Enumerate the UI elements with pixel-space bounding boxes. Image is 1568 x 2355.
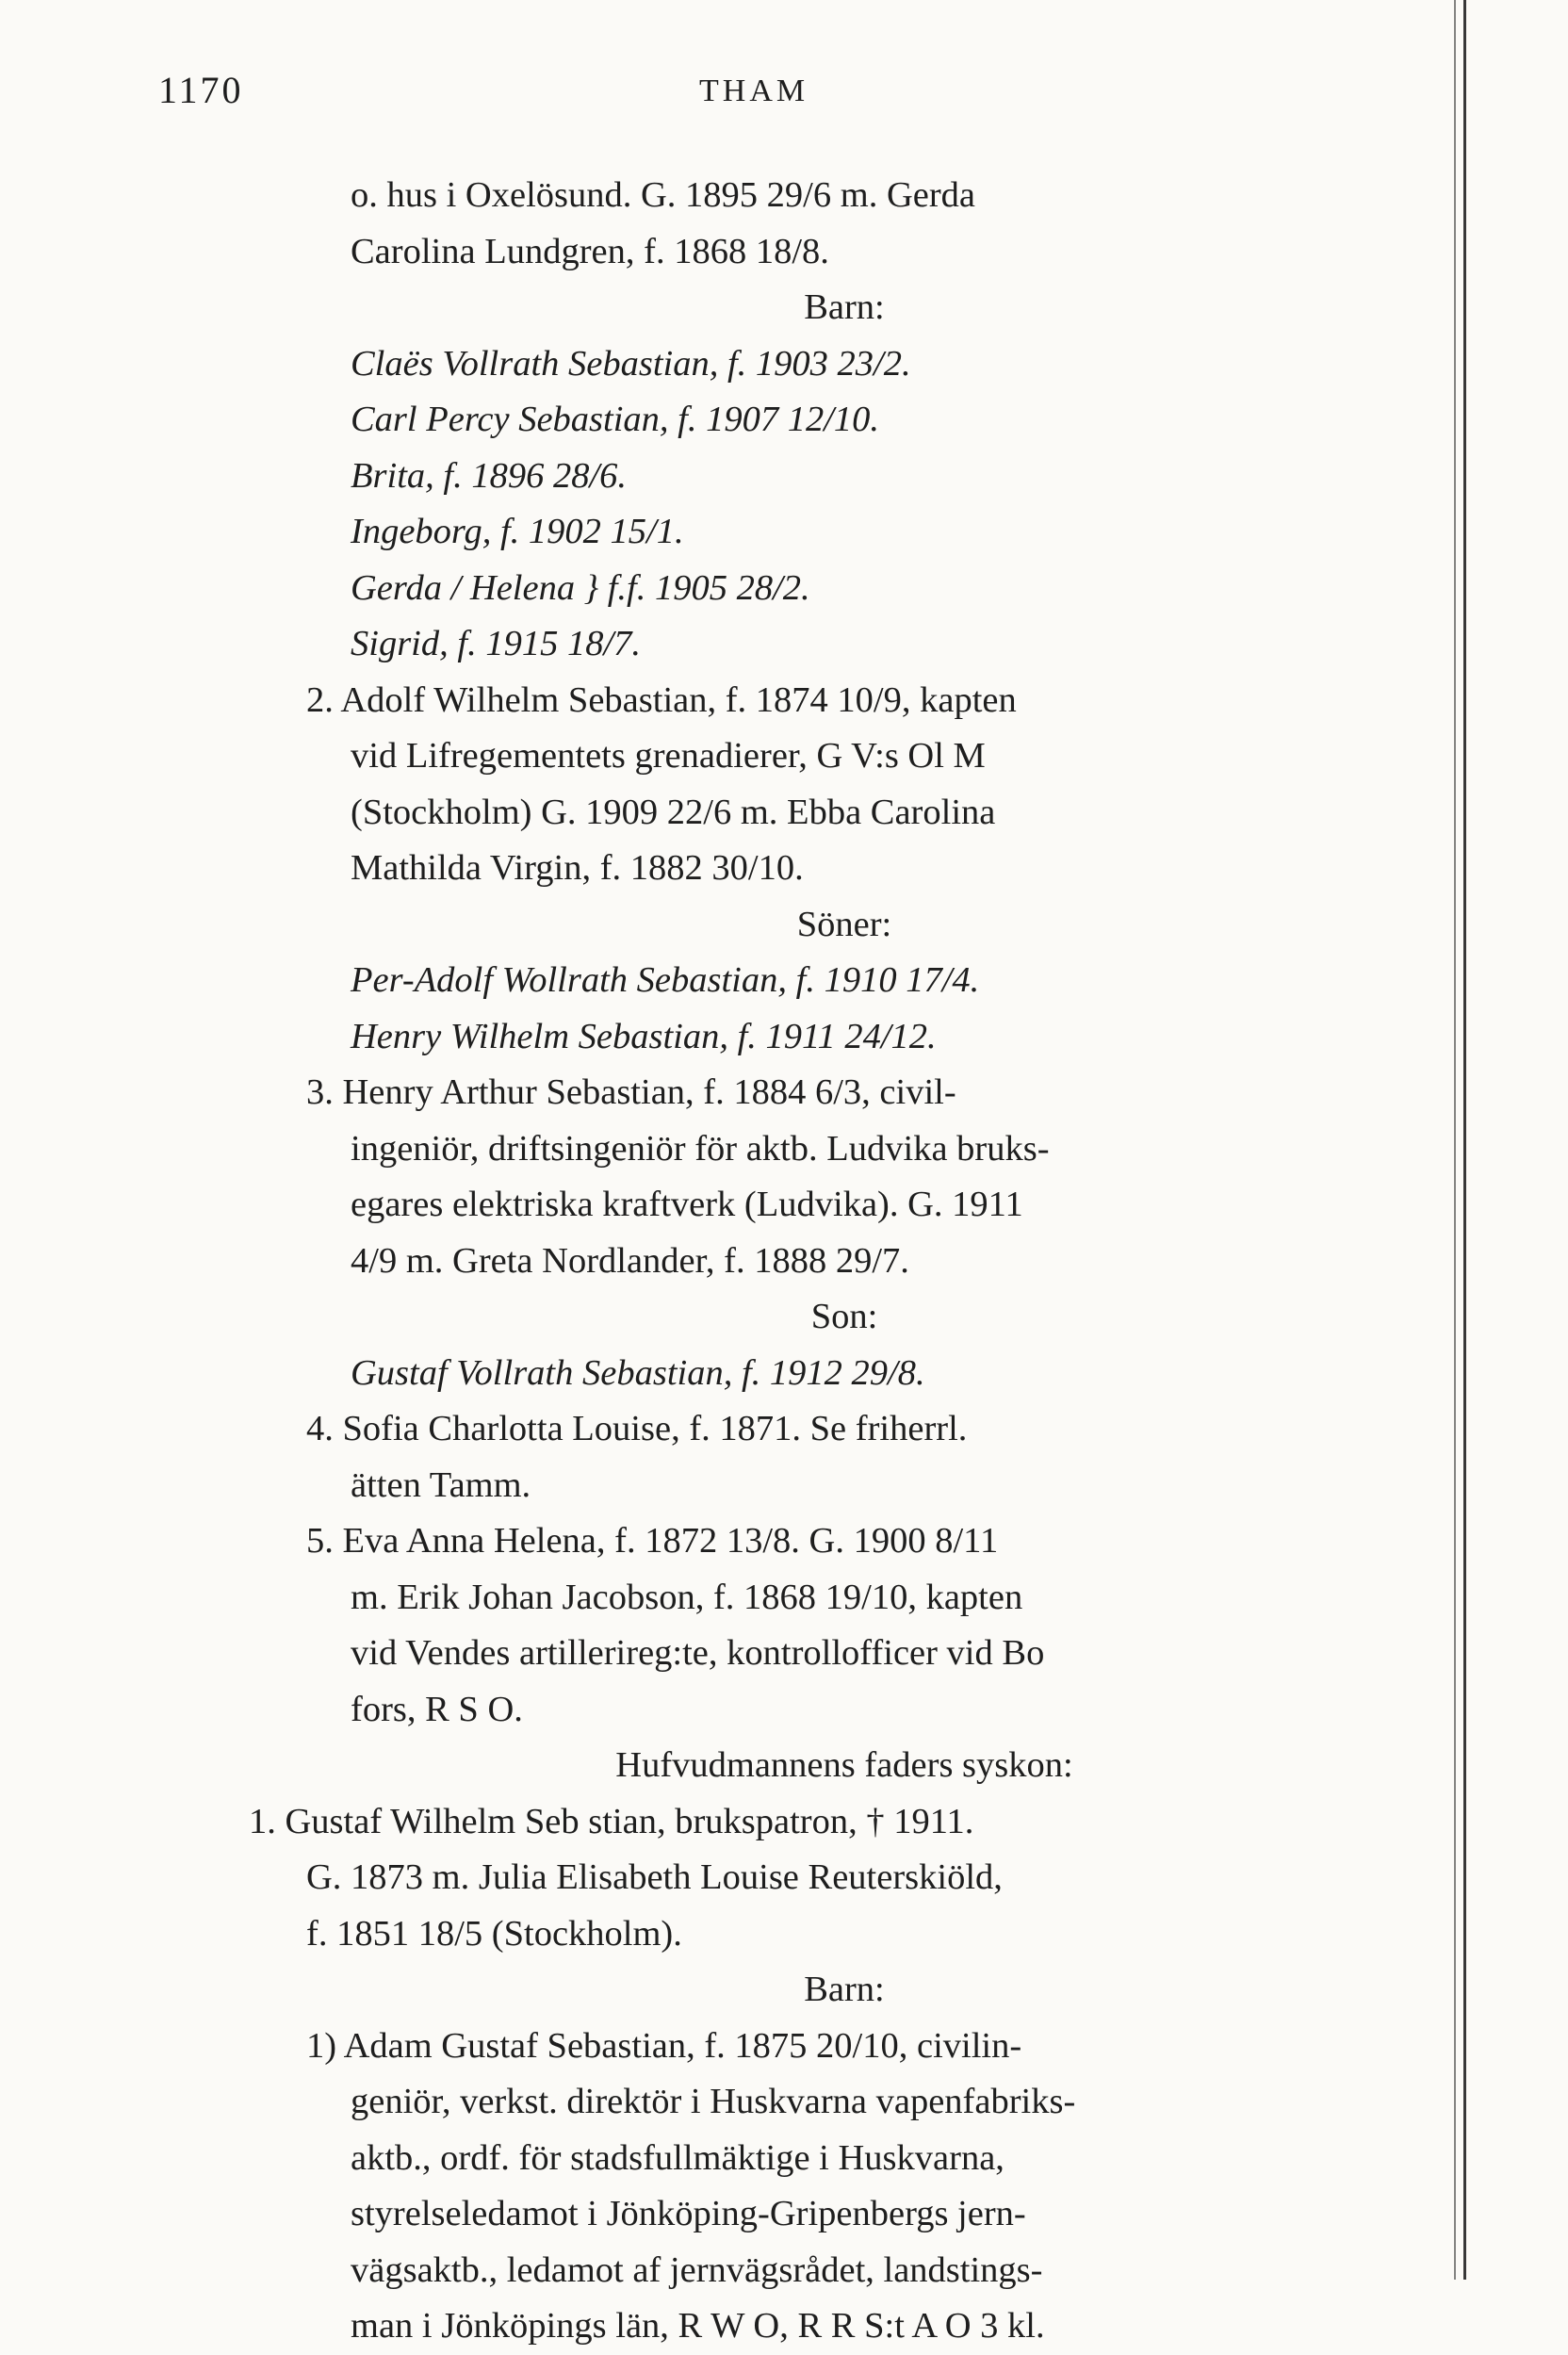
text-line: Carolina Lundgren, f. 1868 18/8.	[351, 231, 829, 271]
child-entry: Henry Wilhelm Sebastian, f. 1911 24/12.	[351, 1016, 937, 1056]
entry-line: man i Jönköpings län, R W O, R R S:t A O 3 kl.	[351, 2306, 1045, 2346]
entry-line: 4/9 m. Greta Nordlander, f. 1888 29/7.	[351, 1240, 909, 1281]
entry-line: 2. Adolf Wilhelm Sebastian, f. 1874 10/9, kapten	[306, 679, 1017, 720]
child-entry: Ingeborg, f. 1902 15/1.	[351, 512, 684, 551]
genealogy-text	[249, 168, 1338, 2355]
subheading-son: Son:	[810, 1297, 878, 1336]
child-entry: Sigrid, f. 1915 18/7.	[351, 624, 642, 663]
entry-line: vägsaktb., ledamot af jernvägsrådet, landstings-	[351, 2249, 1043, 2290]
entry-line: aktb., ordf. för stadsfullmäktige i Huskvarna,	[351, 2137, 1004, 2178]
entry-line: fors, R S O.	[351, 1689, 523, 1729]
section-heading: Hufvudmannens faders syskon:	[615, 1745, 1073, 1785]
child-entry: Claës Vollrath Sebastian, f. 1903 23/2.	[351, 343, 911, 384]
subheading-barn: Barn:	[804, 287, 885, 327]
entry-line: ätten Tamm.	[351, 1464, 531, 1505]
entry-line: egares elektriska kraftverk (Ludvika). G. 1911	[351, 1185, 1023, 1224]
child-entry: Per-Adolf Wollrath Sebastian, f. 1910 17/4.	[351, 960, 980, 1000]
subheading-barn: Barn:	[804, 1970, 885, 2009]
entry-line: 1) Adam Gustaf Sebastian, f. 1875 20/10, civilin-	[306, 2025, 1022, 2066]
entry-line: ingeniör, driftsingeniör för aktb. Ludvika bruks-	[351, 1128, 1050, 1169]
entry-line: 1. Gustaf Wilhelm Seb stian, brukspatron, † 1911.	[249, 1801, 974, 1841]
entry-line: vid Vendes artillerireg:te, kontrollofficer vid Bo	[351, 1633, 1045, 1673]
child-entry: Gustaf Vollrath Sebastian, f. 1912 29/8.	[351, 1352, 925, 1393]
entry-line: vid Lifregementets grenadierer, G V:s Ol M	[351, 736, 986, 776]
entry-line: 4. Sofia Charlotta Louise, f. 1871. Se friherrl.	[306, 1409, 968, 1448]
child-entry: Brita, f. 1896 28/6.	[351, 455, 628, 496]
entry-line: styrelseledamot i Jönköping-Gripenbergs jern-	[351, 2194, 1026, 2233]
running-head: THAM	[699, 74, 809, 108]
entry-line: G. 1873 m. Julia Elisabeth Louise Reuterskiöld,	[306, 1857, 1003, 1897]
child-entry-twins: Gerda / Helena } f.f. 1905 28/2.	[351, 567, 810, 608]
page-edge-line	[1454, 0, 1456, 2280]
child-entry: Carl Percy Sebastian, f. 1907 12/10.	[351, 400, 880, 439]
page-edge-line	[1463, 0, 1466, 2280]
page-number: 1170	[158, 69, 244, 111]
entry-line: Mathilda Virgin, f. 1882 30/10.	[351, 848, 804, 888]
subheading-soner: Söner:	[796, 904, 892, 944]
entry-line: m. Erik Johan Jacobson, f. 1868 19/10, kapten	[351, 1577, 1023, 1617]
entry-line: f. 1851 18/5 (Stockholm).	[306, 1913, 682, 1954]
entry-line: (Stockholm) G. 1909 22/6 m. Ebba Carolina	[351, 792, 996, 832]
entry-line: 3. Henry Arthur Sebastian, f. 1884 6/3, civil-	[306, 1072, 956, 1112]
entry-line: geniör, verkst. direktör i Huskvarna vapenfabriks-	[351, 2082, 1076, 2121]
entry-line: 5. Eva Anna Helena, f. 1872 13/8. G. 1900 8/11	[306, 1521, 999, 1561]
text-line: o. hus i Oxelösund. G. 1895 29/6 m. Gerda	[351, 175, 975, 215]
